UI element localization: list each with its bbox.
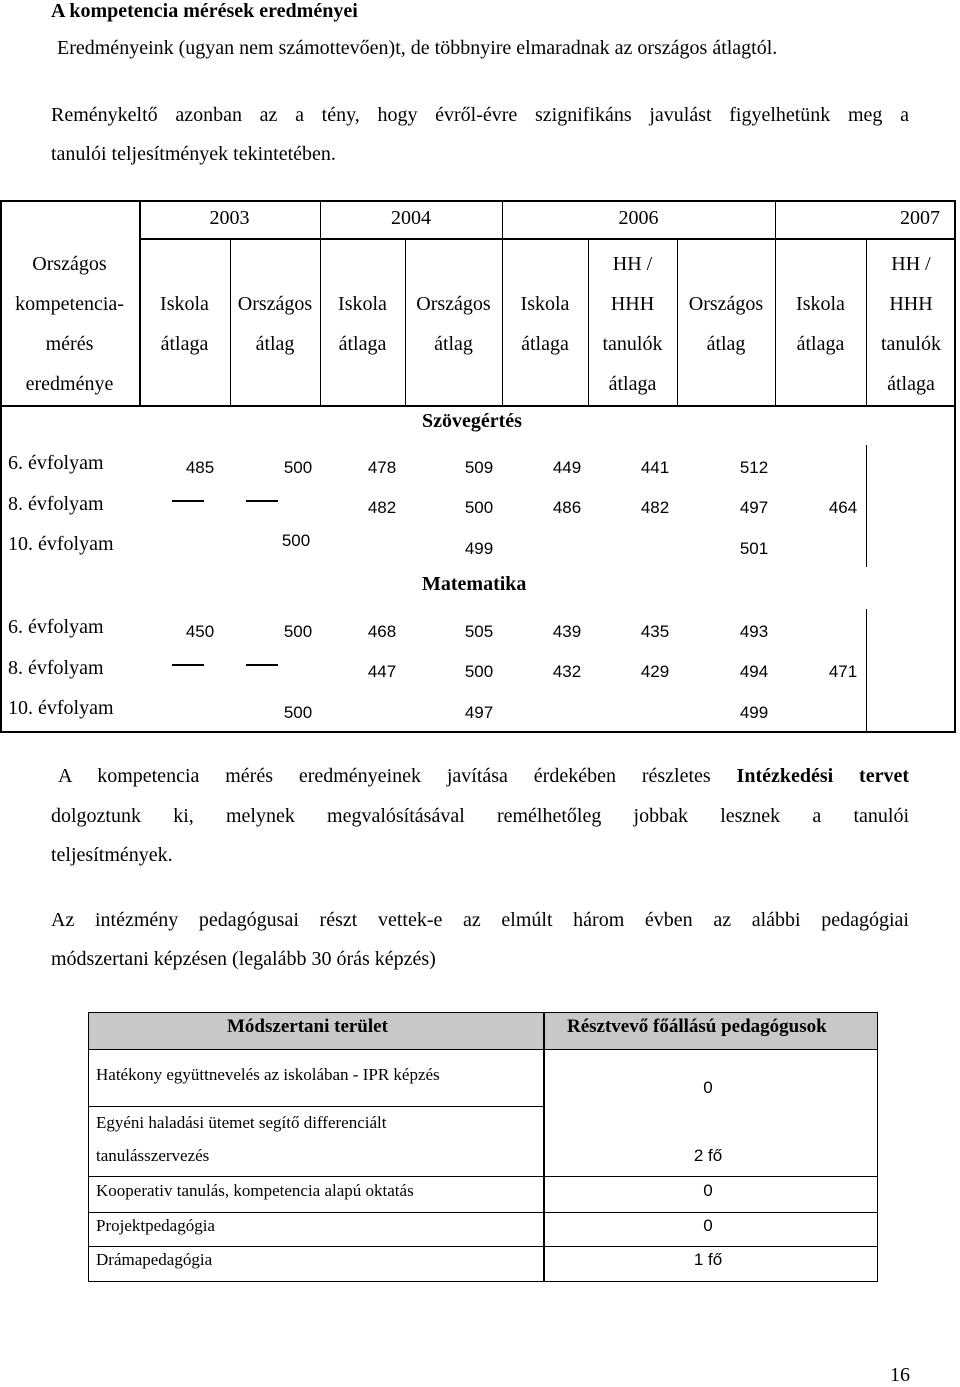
data-cell: 485 [185,458,215,477]
dash-mark [172,500,204,502]
training-header-area: Módszertani terület [227,1016,388,1037]
page-number: 16 [890,1364,910,1386]
data-cell: 482 [640,498,670,517]
dash-mark [246,664,278,666]
data-cell: 441 [640,458,670,477]
data-cell: 494 [739,662,769,681]
col-header-iskola-2003: Iskola átlaga [160,293,209,355]
year-2006: 2006 [618,207,659,229]
measures-line-2: dolgoztunk ki, melynek megvalósításával remélhetőleg jobbak lesznek a tanulói [51,805,909,827]
dash-mark [172,664,204,666]
training-count: 1 fő [693,1250,723,1269]
row-label: 10. évfolyam [8,697,114,719]
data-cell: 482 [367,498,397,517]
data-cell: 512 [739,458,769,477]
data-cell: 429 [640,662,670,681]
data-cell: 468 [367,622,397,641]
training-question-line-1: Az intézmény pedagógusai részt vettek-e az elmúlt három évben az alábbi pedagógiai [51,909,909,931]
col-header-orszagos-2004: Országos átlag [416,293,491,355]
data-cell: 509 [464,458,494,477]
data-cell: 500 [283,622,313,641]
measures-line-1: A kompetencia mérés eredményeinek javítása érdekében részletes Intézkedési tervet [58,765,909,787]
col-header-orszagos-2006: Országos átlag [688,293,764,355]
training-count: 0 [703,1216,713,1235]
data-cell: 464 [828,498,858,517]
training-count: 0 [703,1181,713,1200]
data-cell: 435 [640,622,670,641]
data-cell: 471 [828,662,858,681]
training-area: Kooperativ tanulás, kompetencia alapú oktatás [96,1181,414,1200]
row-label: 6. évfolyam [8,452,104,474]
row-label: 10. évfolyam [8,533,114,555]
col-header-iskola-2006: Iskola átlaga [520,293,570,355]
data-cell: 439 [552,622,582,641]
data-cell: 499 [464,539,494,558]
data-cell: 478 [367,458,397,477]
col-header-hh-2007: HH / HHH tanulók átlaga [881,253,941,395]
training-area: Projektpedagógia [96,1216,215,1235]
section-title-reading: Szövegértés [422,410,522,432]
intro-line-2: Reménykeltő azonban az a tény, hogy évről-évre szignifikáns javulást figyelhetünk meg a [51,104,909,126]
measures-line-3: teljesítmények. [51,844,173,866]
row-label: 6. évfolyam [8,616,104,638]
data-cell: 500 [283,703,313,722]
data-cell: 500 [464,662,494,681]
section-title-math: Matematika [422,573,527,595]
data-cell: 501 [739,539,769,558]
row-label: 8. évfolyam [8,657,104,679]
training-count: 0 [703,1078,713,1097]
training-area: Egyéni haladási ütemet segítő differenciált [96,1113,387,1132]
intro-line-1: Eredményeink (ugyan nem számottevően)t, de többnyire elmaradnak az országos átlagtól. [57,37,778,59]
data-cell: 500 [281,531,311,550]
data-cell: 500 [283,458,313,477]
year-2007: 2007 [900,207,940,229]
col-header-iskola-2004: Iskola átlaga [338,293,387,355]
col-header-iskola-2007: Iskola átlaga [796,293,845,355]
training-header-participants: Résztvevő főállású pedagógusok [567,1016,827,1037]
data-cell: 500 [464,498,494,517]
training-table [88,1012,878,1282]
training-question-line-2: módszertani képzésen (legalább 30 órás képzés) [51,948,436,970]
competency-results-table [0,200,958,733]
data-cell: 497 [739,498,769,517]
row-header: Országos kompetencia- mérés eredménye [15,253,124,395]
training-area: tanulásszervezés [96,1146,210,1165]
data-cell: 497 [464,703,494,722]
data-cell: 449 [552,458,582,477]
data-cell: 493 [739,622,769,641]
data-cell: 505 [464,622,494,641]
data-cell: 486 [552,498,582,517]
data-cell: 432 [552,662,582,681]
row-label: 8. évfolyam [8,493,104,515]
section-heading: A kompetencia mérések eredményei [51,0,358,22]
data-cell: 499 [739,703,769,722]
col-header-orszagos-2003: Országos átlag [237,293,313,355]
data-cell: 447 [367,662,397,681]
data-cell: 450 [185,622,215,641]
year-2004: 2004 [391,207,431,229]
intro-line-3: tanulói teljesítmények tekintetében. [51,143,336,165]
training-area: Hatékony együttnevelés az iskolában - IPR képzés [96,1065,440,1084]
col-header-hh-2006: HH / HHH tanulók átlaga [602,253,663,395]
training-count: 2 fő [693,1146,723,1165]
year-2003: 2003 [209,207,250,229]
training-area: Drámapedagógia [96,1250,213,1269]
dash-mark [246,500,278,502]
